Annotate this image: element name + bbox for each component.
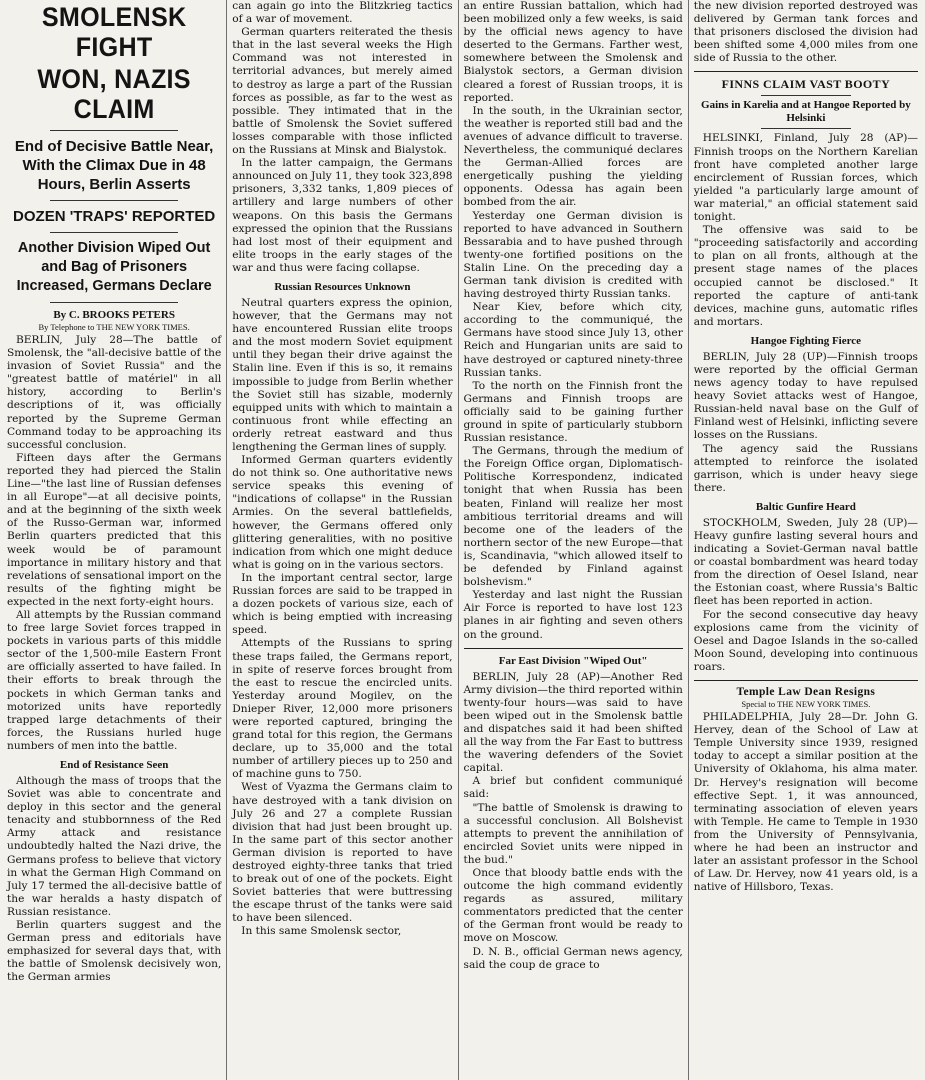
paragraph: Yesterday and last night the Russian Air Force is reported to have lost 123 planes in air fighting and seven others on the ground.: [463, 589, 683, 641]
paragraph: To the north on the Finnish front the Germans and Finnish troops are officially said to be gaining further ground in spite of particularly stubborn Russian resistance.: [463, 379, 683, 445]
paragraph: For the second consecutive day heavy explosions came from the vicinity of Oesel and Dagoe Islands in the so-called Moon Sound, developing into continuous roars.: [693, 608, 918, 673]
subhead-hangoe: Hangoe Fighting Fierce: [750, 334, 862, 347]
paragraph: BERLIN, July 28 (UP)—Finnish troops were reported by the official German news agency today to have repulsed heavy Soviet attacks west of Hangoe, Russian-held naval base on the Gulf of Finland west of Helsinki, inflicting severe losses on the Russians.: [693, 350, 918, 442]
finns-title: FINNS CLAIM VAST BOOTY: [721, 77, 891, 92]
column-1: [2, 0, 226, 1080]
credit-line: By Telephone to THE NEW YORK TIMES.: [38, 322, 190, 332]
finns-article: [694, 71, 918, 674]
paragraph: PHILADELPHIA, July 28—Dr. John G. Hervey, dean of the School of Law at Temple University since 1939, resigned today to accept a similar position at the University of Oklahoma, his alma mater. Dr. Hervey's resignation will become effective Sept. 1, it was announced, terminating association of eleven years with Temple. He came to Temple in 1930 from the University of Pennsylvania, where he had been an instructor and later an assistant professor in the School of Law. Dr. Hervey, now 41 years old, is a native of Hillsboro, Texas.: [693, 711, 918, 894]
paragraph: Berlin quarters suggest and the German press and editorials have emphasized for several days that, with the battle of Smolensk decisively won, the German armies: [7, 919, 222, 984]
col1-body-2: [7, 775, 221, 985]
column-3: [459, 0, 688, 1080]
deck-3: Another Division Wiped Out and Bag of Prisoners Increased, Germans Declare: [16, 240, 212, 294]
paragraph: West of Vyazma the Germans claim to have destroyed with a tank division on July 26 and 27 a complete Russian division that had just been brought up. In the same part of this sector another German division is reported to have destroyed eighty-three tanks that tried to break out of one of the pockets. Eight Soviet batteries that were buttressing the escape thrust of the tanks were said to have been silenced.: [232, 781, 453, 925]
paragraph: Neutral quarters express the opinion, however, that the Germans may not have encountered Russian elite troops and the most modern Soviet equipment until they began their drive against the Stalin line. Even if this is so, it remains impossible to judge from Berlin whether the Soviet still has sizable, modernly equipped units with which to maintain a continuous front while effecting an orderly retreat eastward and thus lengthening the German lines of supply.: [232, 296, 453, 453]
paragraph: Yesterday one German division is reported to have advanced in Southern Bessarabia and to have pushed through twenty-one fortified positions on the Stalin Line. On the preceding day a German tank division is credited with having destroyed thirty Russian tanks.: [463, 209, 683, 301]
paragraph: Near Kiev, before which city, according to the communiqué, the Germans have stood since July 13, other Reich and Hungarian units are said to have destroyed or captured ninety-three Russian tanks.: [463, 301, 683, 379]
paragraph: HELSINKI, Finland, July 28 (AP)—Finnish troops on the Northern Karelian front have completed another large encirclement of Russian forces, which yielded "a particularly large amount of war material," an official statement said tonight.: [693, 132, 918, 224]
paragraph: D. N. B., official German news agency, said the coup de grace to: [463, 945, 683, 971]
paragraph: STOCKHOLM, Sweden, July 28 (UP)—Heavy gunfire lasting several hours and indicating a Soviet-German naval battle or coastal bombardment was heard today from the direction of Oesel Island, near the Estonian coast, where Russia's Baltic fleet has been reported in action.: [693, 516, 918, 608]
paragraph: BERLIN, July 28 (AP)—Another Red Army division—the third reported within twenty-four hours—was said to have been wiped out in the Smolensk battle and dispatches said it had been shifted all the way from the Far East to buttress the wavering defenders of the Soviet capital.: [463, 670, 683, 775]
paragraph: Informed German quarters evidently do not think so. One authoritative news service speaks this evening of "indications of collapse" in the Russian Armies. On the several battlefields, however, the Germans offered only glittering generalities, with no positive indication from which one might deduce what is going on in the various sectors.: [232, 454, 453, 571]
column-4: [689, 0, 923, 1080]
temple-credit: Special to THE NEW YORK TIMES.: [741, 699, 871, 710]
paragraph: In the latter campaign, the Germans announced on July 11, they took 323,898 prisoners, 3,332 tanks, 1,809 pieces of artillery and large numbers of other weapons. On this basis the Germans expressed the opinion that the Russians had lost most of their equipment and elite troops in the early stages of the war and thus were facing collapse.: [232, 157, 453, 274]
temple-article: [694, 680, 918, 894]
subhead-far-east-division: Far East Division "Wiped Out": [498, 654, 648, 667]
deck-1: End of Decisive Battle Near, With the Climax Due in 48 Hours, Berlin Asserts: [14, 138, 214, 193]
paragraph: German quarters reiterated the thesis that in the last several weeks the High Command was not interested in territorial advances, but merely aimed to destroy as large a part of the Russian forces as possible, as far to the west as possible. They intimated that in the battle of Smolensk the Soviet suffered losses comparable with those inflicted on the Russians at Minsk and Bialystok.: [232, 26, 453, 157]
paragraph: The offensive was said to be "proceeding satisfactorily and according to plan on all fronts, although at the present stage names of the places occupied cannot be disclosed." It reported the capture of anti-tank devices, machine guns, automatic rifles and mortars.: [693, 224, 918, 328]
paragraph: Fifteen days after the Germans reported they had pierced the Stalin Line—"the last line of Russian defenses in all Europe"—at all decisive points, and at the beginning of the sixth week of the Russo-German war, informed Berlin quarters predicted that this week would be of paramount importance in military history and that revelations of sensational import on the results of the fighting might be expected in the next forty-eight hours.: [7, 451, 222, 608]
subhead-end-of-resistance: End of Resistance Seen: [59, 759, 169, 771]
paragraph: Although the mass of troops that the Soviet was able to concentrate and deploy in this sector and the general tenacity and stubbornness of the Red Army attack and resistance undoubtedly halted the Nazi drive, the Germans profess to believe that victory in what the German High Command on July 17 termed the all-decisive battle of the war heralds a hasty dispatch of Russian resistance.: [7, 775, 222, 918]
paragraph: an entire Russian battalion, which had been mobilized only a few weeks, is said by the official news agency to have deserted to the Germans. Farther west, somewhere between the Smolensk and Bialystok sectors, a German division cleared a forest of Russian troops, it is reported.: [463, 0, 683, 104]
paragraph: can again go into the Blitzkrieg tactics of a war of movement.: [232, 0, 453, 26]
paragraph: BERLIN, July 28—The battle of Smolensk, the "all-decisive battle of the invasion of Soviet Russia" and the "greatest battle of matériel" in all history, according to Berlin's descriptions of it, was officially reported by the Supreme German Command today to be approaching its successful conclusion.: [7, 334, 222, 451]
paragraph: the new division reported destroyed was delivered by German tank forces and that prisoners disclosed the division had been shifted some 4,000 miles from one side of Russia to the other.: [693, 0, 918, 65]
subhead-russian-resources: Russian Resources Unknown: [274, 280, 411, 293]
subhead-baltic: Baltic Gunfire Heard: [755, 500, 856, 513]
paragraph: Attempts of the Russians to spring these traps failed, the Germans report, in spite of reserve forces brought from the east to rescue the encircled units. Yesterday around Mogilev, on the Dnieper River, 12,000 more prisoners were reported captured, bringing the grand total for this region, the Germans declare, up to 35,000 and the total number of artillery pieces up to 250 and of machine guns to 750.: [232, 637, 453, 781]
paragraph: A brief but confident communiqué said:: [463, 775, 683, 801]
paragraph: Once that bloody battle ends with the outcome the high command evidently regards as assured, military commentators predicted that the center of the German front would be ready to move on Moscow.: [463, 867, 683, 945]
paragraph: In this same Smolensk sector,: [241, 925, 402, 938]
byline: By C. BROOKS PETERS: [53, 309, 175, 321]
temple-title: Temple Law Dean Resigns: [736, 686, 876, 699]
col1-body: [7, 334, 221, 753]
paragraph: All attempts by the Russian command to free large Soviet forces trapped in pockets in various parts of this middle sector of the 1,500-mile Eastern Front are officially asserted to have failed. In their efforts to break through the pockets in which German tanks and motorized units have reportedly trapped large detachments of their forces, the Russians hurled huge numbers of men into the battle.: [7, 608, 222, 752]
column-2: [227, 0, 457, 1080]
deck-2: DOZEN 'TRAPS' REPORTED: [13, 208, 216, 225]
paragraph: In the important central sector, large Russian forces are said to be trapped in a dozen pockets of various size, each of which is being emptied with increasing speed.: [232, 571, 453, 637]
paragraph: In the south, in the Ukrainian sector, the weather is reported still bad and the avenues of advance difficult to traverse. Nevertheless, the communiqué declares the German-Allied forces are energetically pushing the yielding opponents. Odessa has again been bombed from the air.: [463, 104, 683, 209]
finns-deck: Gains in Karelia and at Hangoe Reported by Helsinki: [701, 99, 911, 125]
paragraph: "The battle of Smolensk is drawing to a successful conclusion. All Bolshevist attempts to prevent the annihilation of encircled Soviet units were nipped in the bud.": [463, 801, 683, 866]
paragraph: The Germans, through the medium of the Foreign Office organ, Diplomatisch-Politische Korrespondenz, indicated tonight that when Russia has been beaten, Finland will realize her most ambitious territorial dreams and will become one of the leaders of the northern sector of the new Europe—that is, Scandinavia, "which allowed itself to be defended by Finland against bolshevism.": [463, 445, 683, 589]
headline-line-1: SMOLENSK FIGHT: [41, 2, 187, 62]
headline-line-2: WON, NAZIS CLAIM: [37, 64, 191, 124]
paragraph: The agency said the Russians attempted to reinforce the isolated garrison, which is under heavy siege there.: [693, 442, 918, 494]
